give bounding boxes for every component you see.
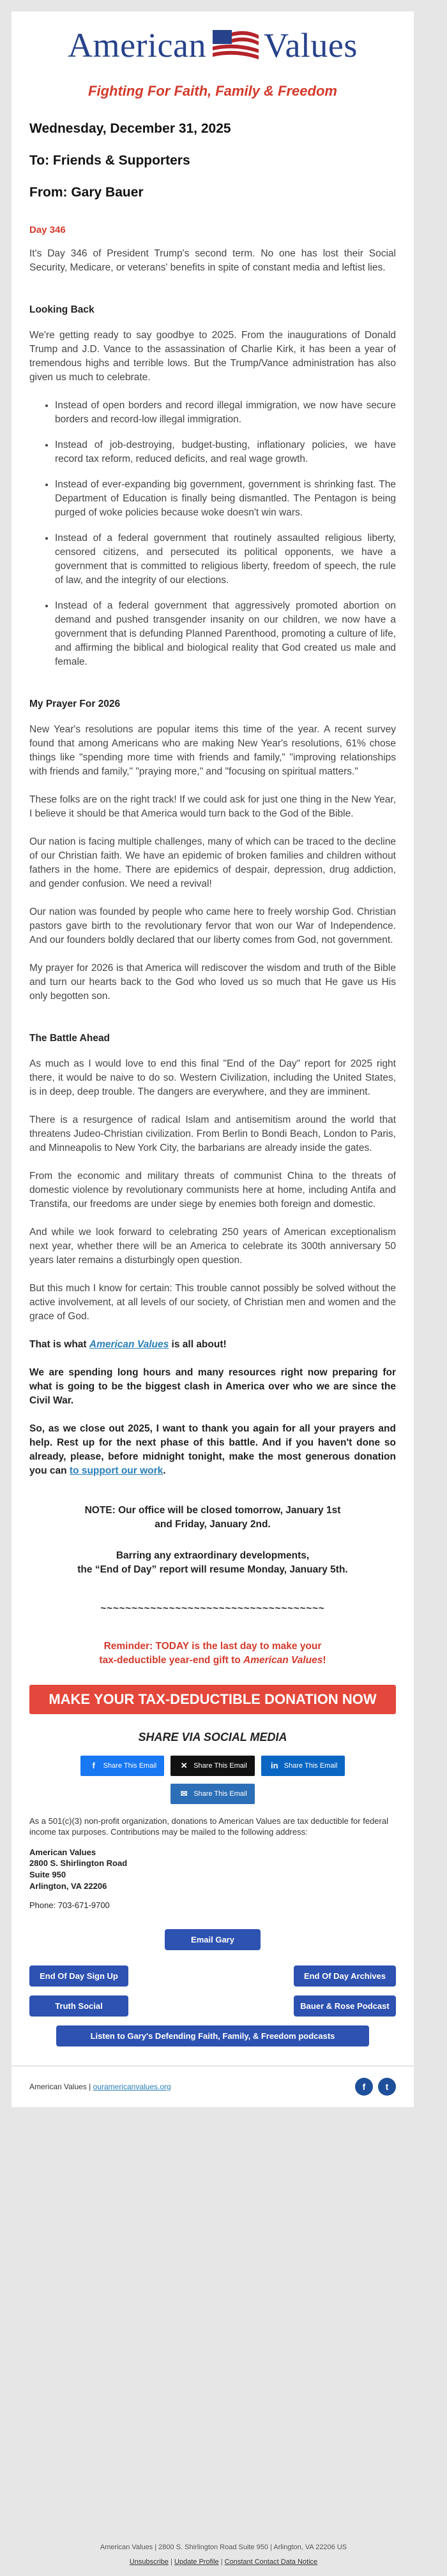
button-row-2 — [29, 1995, 396, 2017]
that-is-post: is all about! — [169, 1339, 227, 1350]
share-row-email — [29, 1784, 396, 1804]
paragraph: Our nation was founded by people who came here to freely worship God. Christian pastors gave birth to the revolutionary fervor that won our War of Independence. And our founders boldly declared that our liberty comes from God, not government. — [29, 907, 396, 945]
list-item: • Instead of a federal government that aggressively promoted abortion on demand and pushed transgender insanity on our children, we now have a government that is defunding Planned Parenthood, promoting a culture of life, and affirming the biblical and biological reality that God created us male and female. — [55, 599, 396, 669]
paragraph: New Year's resolutions are popular items this time of the year. A recent survey found that among Americans who are making New Year's resolutions, 61% chose things like "spending more time with friends and family," "improving relationships with friends and family," "praying more," and "focusing on spiritual matters." — [29, 724, 396, 777]
that-is-line — [29, 1338, 396, 1352]
truth-social-button[interactable]: Truth Social — [29, 1995, 128, 2017]
update-profile-link[interactable]: Update Profile — [174, 2558, 219, 2566]
website-link[interactable]: ouramericanvalues.org — [93, 2082, 171, 2092]
reminder-line-1: Reminder: TODAY is the last day to make your — [103, 1640, 322, 1652]
reminder-italic: American Values — [243, 1655, 323, 1666]
office-notice-line-2: and Friday, January 2nd. — [155, 1519, 271, 1530]
spending-paragraph: We are spending long hours and many resources right now preparing for what is going to be the biggest clash in America over who we are since the Civil War. — [29, 1367, 396, 1406]
email-share-label: Share This Email — [193, 1789, 247, 1798]
section-title-prayer: My Prayer For 2026 — [29, 699, 121, 709]
email-gary-row — [29, 1929, 396, 1950]
envelope-icon: ✉ — [180, 1788, 188, 1798]
org-name: American Values — [29, 1847, 96, 1857]
report-notice — [29, 1549, 396, 1578]
footer — [11, 2066, 414, 2107]
facebook-share-button[interactable] — [80, 1756, 165, 1776]
list-item: • Instead of job-destroying, budget-busting, inflationary policies, we have record tax reform, reduced deficits, and real wage growth. — [55, 438, 396, 466]
org-city: Arlington, VA 22206 — [29, 1881, 107, 1891]
closing-pre: So, as we close out 2025, I want to thank you again for all your prayers and help. Rest up for the next phase of this battle. And if you haven't done so already, please, before midnight tonight, make the most generous donation you can — [29, 1423, 396, 1476]
linkedin-share-button[interactable] — [261, 1756, 345, 1776]
paragraph: Our nation is facing multiple challenges, many of which can be traced to the decline of our Christian faith. We have an epidemic of broken families and children without fathers in the home. There are epidemics of despair, depression, drug addiction, and gender confusion. We need a revival! — [29, 836, 396, 889]
unsubscribe-link[interactable]: Unsubscribe — [129, 2558, 169, 2566]
paragraph: But this much I know for certain: This trouble cannot possibly be solved without the active involvement, at all levels of our society, of Christian men and women and the grace of God. — [29, 1283, 396, 1322]
facebook-share-label: Share This Email — [103, 1761, 157, 1770]
x-share-button[interactable] — [170, 1756, 255, 1776]
list-item: • Instead of ever-expanding big government, government is shrinking fast. The Department of Education is finally being dismantled. The Pentagon is being purged of woke policies because woke doesn't win wars. — [55, 478, 396, 520]
podcast-button[interactable]: Bauer & Rose Podcast — [294, 1995, 396, 2017]
org-street: 2800 S. Shirlington Road — [29, 1858, 128, 1869]
footer-address-line: American Values | 2800 S. Shirlington Road Suite 950 | Arlington, VA 22206 US — [100, 2543, 347, 2551]
support-link[interactable]: to support our work — [69, 1465, 163, 1476]
paragraph: My prayer for 2026 is that America will rediscover the wisdom and truth of the Bible and turn our hearts back to the God who loved us so much that He gave us His only begotten son. — [29, 963, 396, 1002]
date-line: Wednesday, December 31, 2025 — [29, 121, 231, 136]
social-icons — [355, 2078, 396, 2096]
footer-separator: | — [86, 2082, 93, 2092]
tagline: Fighting For Faith, Family & Freedom — [88, 83, 337, 99]
from-line: From: Gary Bauer — [29, 185, 144, 200]
org-phone: Phone: 703-671-9700 — [29, 1900, 110, 1911]
paragraph: From the economic and military threats of communist China to the threats of domestic violence by revolutionary communists here at home, including Antifa and Transtifa, our freedoms are under siege by enemies both foreign and domestic. — [29, 1171, 396, 1210]
mailing-address — [29, 1847, 396, 1891]
closing-post: . — [163, 1465, 166, 1476]
flag-icon — [210, 27, 260, 63]
logo-text-right: Values — [263, 26, 358, 64]
button-row-1 — [29, 1965, 396, 1987]
tax-note: As a 501(c)(3) non-profit organization, donations to American Values are tax deductible for federal income tax purposes. Contributions may be mailed to the following address: — [29, 1816, 388, 1837]
accomplishments-list — [29, 399, 396, 669]
american-values-link[interactable]: American Values — [89, 1339, 169, 1350]
share-title: SHARE VIA SOCIAL MEDIA — [138, 1730, 287, 1743]
logo — [11, 11, 414, 70]
logo-text-left: American — [68, 26, 206, 64]
email-gary-button[interactable]: Email Gary — [165, 1929, 261, 1950]
list-item: • Instead of open borders and record illegal immigration, we now have secure borders and record-low illegal immigration. — [55, 399, 396, 427]
listen-row — [29, 2025, 396, 2047]
org-suite: Suite 950 — [29, 1870, 66, 1879]
that-is-pre: That is what — [29, 1339, 89, 1350]
day-paragraph: It's Day 346 of President Trump's second term. No one has lost their Social Security, Medicare, or veterans' benefits in spite of constant media and leftist lies. — [29, 248, 396, 273]
signup-button[interactable]: End Of Day Sign Up — [29, 1965, 128, 1987]
listen-podcasts-button[interactable]: Listen to Gary's Defending Faith, Family, & Freedom podcasts — [56, 2025, 369, 2047]
to-line: To: Friends & Supporters — [29, 153, 190, 168]
reminder-line-2 — [29, 1654, 396, 1668]
email-share-button[interactable] — [170, 1784, 255, 1804]
linkedin-share-label: Share This Email — [284, 1761, 338, 1770]
donate-button[interactable]: MAKE YOUR TAX-DEDUCTIBLE DONATION NOW — [29, 1685, 396, 1714]
list-item: • Instead of a federal government that routinely assaulted religious liberty, censored citizens, and persecuted its political opponents, we have a government that is committed to religious liberty, freedom of speech, the rule of law, and the integrity of our elections. — [55, 531, 396, 588]
office-notice — [29, 1504, 396, 1532]
share-row — [29, 1756, 396, 1776]
data-notice-link[interactable]: Constant Contact Data Notice — [224, 2558, 318, 2566]
email-body — [11, 11, 414, 2107]
reminder-pre: tax-deductible year-end gift to — [99, 1655, 244, 1666]
paragraph: There is a resurgence of radical Islam and antisemitism around the world that threatens Judeo-Christian civilization. From Berlin to Bondi Beach, London to Paris, and Minneapolis to New York City, the barbarians are already inside the gates. — [29, 1114, 396, 1153]
footer-links — [29, 2082, 171, 2091]
footer-legal-links: Unsubscribe | Update Profile | Constant Contact Data Notice — [129, 2558, 318, 2566]
reminder — [29, 1640, 396, 1668]
closing-paragraph — [29, 1422, 396, 1478]
linkedin-icon: in — [271, 1761, 278, 1771]
looking-back-intro: We're getting ready to say goodbye to 2025. From the inaugurations of Donald Trump and J.D. Vance to the assassination of Charlie Kirk, it has been a year of tremendous highs and terrible lows. But the Trump/Vance administration has also given us much to celebrate. — [29, 330, 396, 383]
x-share-label: Share This Email — [193, 1761, 247, 1770]
section-title-looking-back: Looking Back — [29, 304, 95, 315]
paragraph: As much as I would love to end this final "End of the Day" report for 2025 right there, it would be naive to do so. Western Civilization, including the United States, is in deep, deep trouble. The dangers are everywhere, and they are imminent. — [29, 1058, 396, 1097]
footer-org-name: American Values — [29, 2082, 87, 2092]
day-number: Day 346 — [29, 225, 66, 235]
divider-tilde: ~~~~~~~~~~~~~~~~~~~~~~~~~~~~~~~~~~~~ — [100, 1603, 325, 1614]
paragraph: These folks are on the right track! If we could ask for just one thing in the New Year, I believe it should be that America would turn back to the God of the Bible. — [29, 794, 396, 819]
report-notice-line-2: the “End of Day” report will resume Monday, January 5th. — [77, 1564, 348, 1576]
facebook-icon[interactable]: f — [355, 2078, 373, 2096]
section-title-battle: The Battle Ahead — [29, 1033, 110, 1044]
x-icon: ✕ — [180, 1760, 188, 1770]
archives-button[interactable]: End Of Day Archives — [294, 1965, 396, 1987]
facebook-icon: f — [92, 1761, 95, 1771]
paragraph: And while we look forward to celebrating 250 years of American exceptionalism next year, whether there will be an America to celebrate its 300th anniversary 50 years later remains a disturbingly open question. — [29, 1227, 396, 1266]
reminder-post: ! — [322, 1655, 326, 1666]
report-notice-line-1: Barring any extraordinary developments, — [116, 1550, 310, 1561]
office-notice-line-1: NOTE: Our office will be closed tomorrow, January 1st — [84, 1505, 341, 1516]
twitter-icon[interactable]: t — [378, 2078, 396, 2096]
